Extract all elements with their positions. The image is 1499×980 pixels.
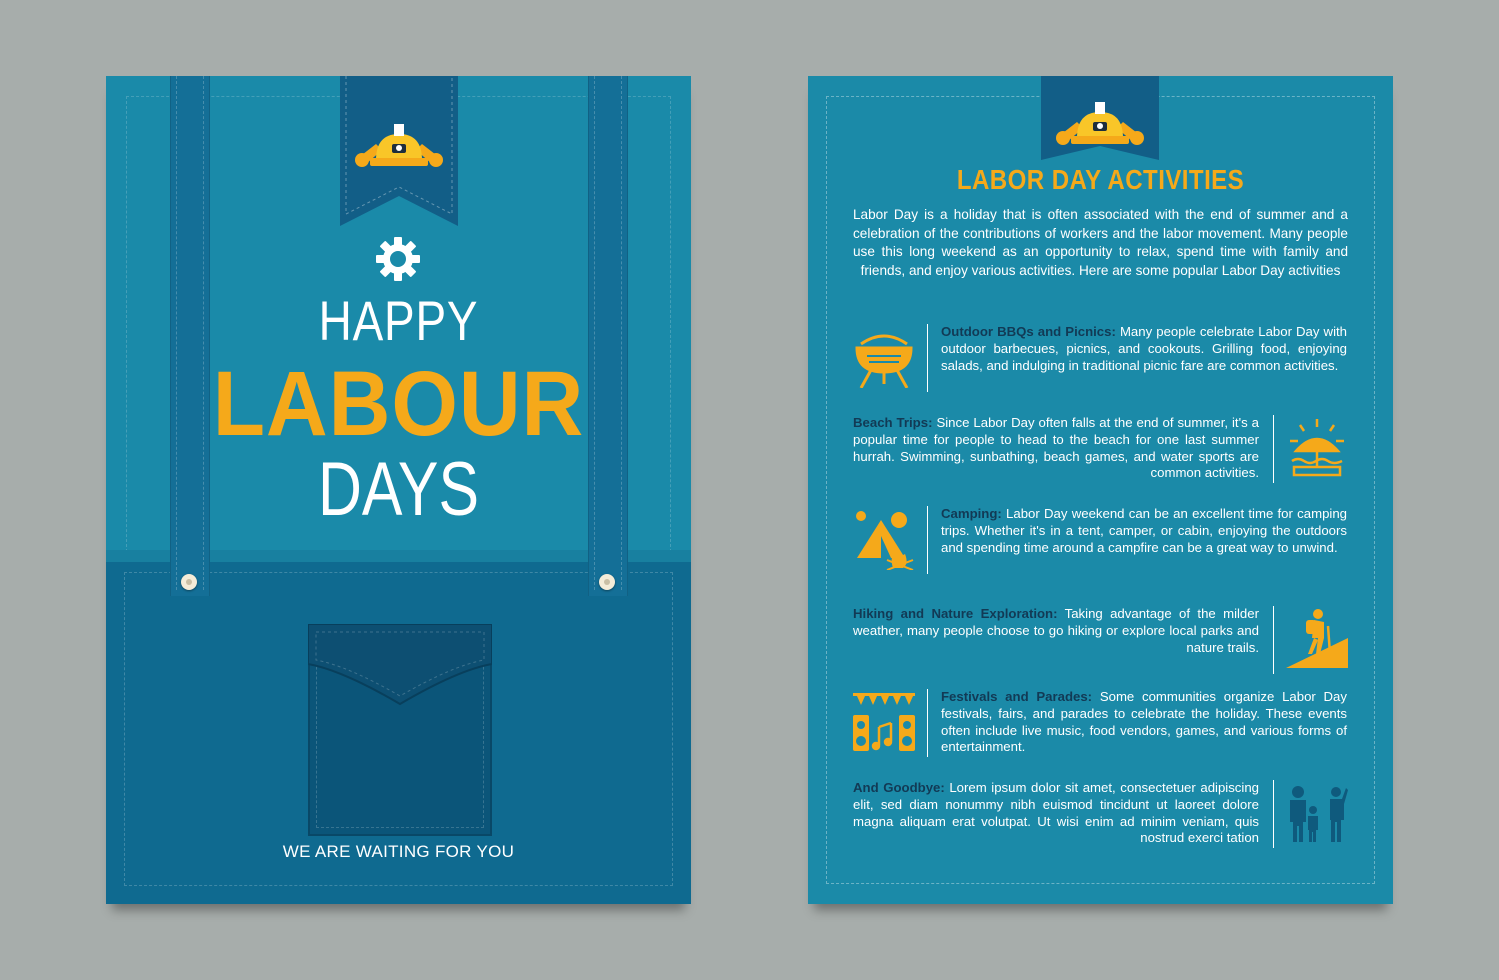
activity-body: Labor Day weekend can be an excellent time for camping trips. Whether it's in a tent, camper, or cabin, enjoying the outdoors and spending time around a campfire can be a great way to unwind. bbox=[941, 506, 1347, 555]
activity-body: Taking advantage of the milder weather, many people choose to go hiking or explore local parks and nature trails. bbox=[853, 606, 1259, 655]
pocket-flap bbox=[308, 624, 492, 708]
right-button bbox=[599, 574, 615, 590]
activity-goodbye bbox=[853, 780, 1348, 852]
activities-title: LABOR DAY ACTIVITIES bbox=[956, 164, 1245, 195]
activity-divider bbox=[927, 324, 928, 392]
activity-body: Many people celebrate Labor Day with outdoor barbecues, picnics, and cookouts. Grilling food, enjoying salads, and indulging in traditional picnic fare are common activities. bbox=[941, 324, 1348, 373]
ribbon-banner bbox=[1041, 76, 1159, 160]
activity-camping bbox=[853, 506, 1348, 578]
activity-text bbox=[941, 324, 1347, 374]
activity-heading: And Goodbye: bbox=[853, 780, 945, 795]
activity-festivals bbox=[853, 689, 1348, 761]
activity-body: Since Labor Day often falls at the end of summer, it's a popular time for people to head to the beach for one last summer hurrah. Swimming, sunbathing, beach games, and water sports are common activities. bbox=[853, 415, 1259, 481]
tagline: WE ARE WAITING FOR YOU bbox=[282, 842, 515, 861]
activity-heading: Festivals and Parades: bbox=[941, 689, 1093, 704]
activity-heading: Camping: bbox=[941, 506, 1002, 521]
activity-heading: Hiking and Nature Exploration: bbox=[853, 606, 1058, 621]
activity-body: Lorem ipsum dolor sit amet, consectetuer adipiscing elit, sed diam nonummy nibh euismod tincidunt ut laoreet dolore magna aliquam erat volutpat. Ut wisi enim ad minim veniam, quis nostrud exerci tation bbox=[853, 780, 1260, 846]
activity-text bbox=[853, 415, 1259, 482]
festival-icon bbox=[853, 691, 915, 753]
activity-divider bbox=[1273, 415, 1274, 483]
grill-icon bbox=[853, 326, 915, 388]
activity-heading: Outdoor BBQs and Picnics: bbox=[941, 324, 1116, 339]
activity-body: Some communities organize Labor Day festivals, fairs, and parades to celebrate the holiday. These events often include live music, food vendors, games, and various forms of entertainment. bbox=[941, 689, 1347, 755]
activity-divider bbox=[927, 689, 928, 757]
activity-text bbox=[853, 606, 1259, 656]
family-icon bbox=[1286, 782, 1348, 844]
labour-day-cover-poster bbox=[106, 76, 691, 904]
left-button bbox=[181, 574, 197, 590]
activity-text bbox=[941, 506, 1347, 556]
hiker-icon bbox=[1286, 608, 1348, 670]
activity-beach bbox=[853, 415, 1348, 487]
activity-divider bbox=[1273, 606, 1274, 674]
activity-divider bbox=[927, 506, 928, 574]
activity-bbq bbox=[853, 324, 1348, 396]
activity-divider bbox=[1273, 780, 1274, 848]
gear-icon bbox=[375, 236, 421, 282]
title-days: DAYS bbox=[317, 447, 480, 532]
activity-text bbox=[853, 780, 1259, 847]
title-labour: LABOUR bbox=[212, 353, 585, 455]
activity-text bbox=[941, 689, 1347, 756]
activity-heading: Beach Trips: bbox=[853, 415, 933, 430]
ribbon-banner bbox=[340, 76, 458, 226]
beach-icon bbox=[1286, 417, 1348, 479]
labor-day-activities-poster bbox=[808, 76, 1393, 904]
bib-pocket bbox=[308, 624, 492, 836]
camping-icon bbox=[853, 508, 915, 570]
title-happy: HAPPY bbox=[318, 289, 479, 352]
activity-hiking bbox=[853, 606, 1348, 678]
intro-paragraph: Labor Day is a holiday that is often associated with the end of summer and a celebration of the contributions of workers and the labor movement. Many people use this long weekend as an opportunity to relax, spend time with family and friends, and enjoy various activities. Here are some popular Labor Day activities bbox=[853, 207, 1348, 278]
